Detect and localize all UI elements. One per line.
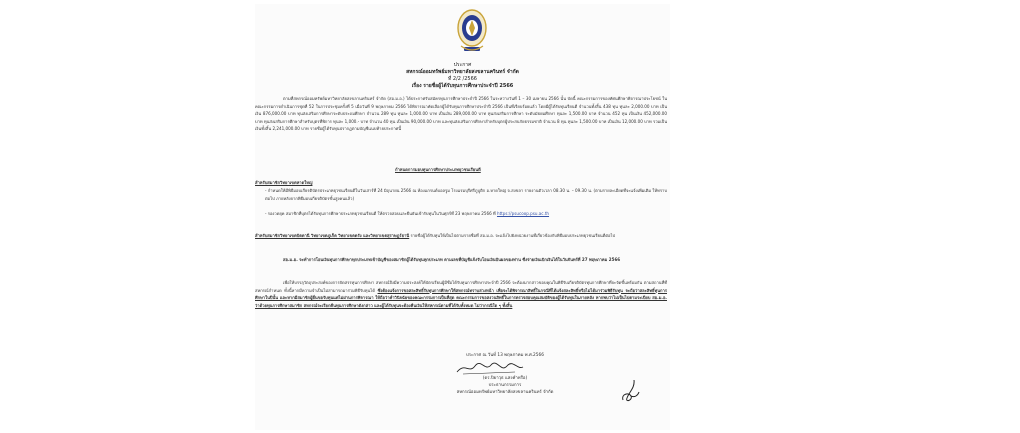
organization-name: สหกรณ์ออมทรัพย์มหาวิทยาลัยสงขลานครินทร์ จำกัด xyxy=(406,69,519,75)
body-paragraph-3-text: เพื่อให้บรรลุวัตถุประสงค์ของการจัดสรรทุนการศึกษา สหกรณ์จึงมีความประสงค์ให้บัตรเรียนผู้มีชื่อได้รับทุนการศึกษาประจำปี 2566 จะต้องมากล่าวขอบคุณในพิธีรับเกียรติบัตรทุนการศึกษาที่จะจัดขึ้นพร้อมกัน ตามสถานที่ที่สหกรณ์กำหนด ทั้งนี้หากมีความจำเป็นไม่สามารถมาร่วมพิธีรับทุนได้ xyxy=(255,280,667,293)
signer-name: (ดร.ปิยาวุธ แสงคำหรือ) xyxy=(482,376,528,381)
initials-mark-icon xyxy=(619,376,641,406)
body-paragraph-1: ตามที่สหกรณ์ออมทรัพย์มหาวิทยาลัยสงขลานครินทร์ จำกัด (สอ.ม.อ.) ได้ประกาศรับสมัครทุนการศึกษาประจำปี 2566 ในระหว่างวันที่ 1 – 30 เมษายน 2566 นั้น บัดนี้ คณะกรรมการของทัศนศึกษาพิจารณาประโยชน์ ในคณะกรรมการดำเนินการชุดที่ 52 ในการประชุมครั้งที่ 5 เมื่อวันที่ 9 พฤษภาคม 2566 ได้พิจารณาคัดเลือกผู้ได้รับทุนการศึกษาประจำปี 2566 เป็นที่เรียบร้อยแล้ว โดยมีผู้ได้รับทุนเรียนดี จำนวนทั้งสิ้น 438 ทุน ทุนละ 2,000.00 บาท เป็นเงิน 876,000.00 บาท ทุนส่งเสริมการศึกษาระดับประถมศึกษา จำนวน 289 ทุน ทุนละ 1,000.00 บาท เป็นเงิน 289,000.00 บาท ทุนส่งเสริมการศึกษา ระดับมัธยมศึกษา ทุนละ 1,500.00 บาท จำนวน 452 ทุน เป็นเงิน 452,000.00 บาท ทุนส่งเสริมการศึกษาสำหรับบุตรที่พิการ ทุนละ 1,000.- บาท จำนวน 40 ทุน เป็นเงิน 90,000.00 บาท และทุนส่งเสริมการศึกษาสำหรับบุตรผู้ประสบภัยธรรมชาติ จำนวน 8 ทุน ทุนละ 1,500.00 บาท เป็นเงิน 12,000.00 บาท รวมเป็นเงินทั้งสิ้น 2,241,000.00 บาท รายชื่อผู้ได้รับทุนปรากฏตามบัญชีแนบท้ายประกาศนี้ xyxy=(255,96,667,132)
body-paragraph-3 xyxy=(255,279,667,309)
signer-organization: สหกรณ์ออมทรัพย์มหาวิทยาลัยสงขลานครินทร์ จำกัด xyxy=(456,390,554,395)
announcement-page xyxy=(255,4,670,430)
announcement-number: ที่ 2/2 /2566 xyxy=(448,76,477,82)
bullet-verify-text: - รองวดยุค สมาชิกที่บุตรได้รับทุนการศึกษาประเภทยุวชนเรียนดี ให้ตรวจสอบและยืนยันเข้ารับทุนในวันศุกร์ที่ 23 พฤษภาคม 2566 ที่ xyxy=(265,211,496,216)
announcement-subject: เรื่อง รายชื่อผู้ได้รับทุนการศึกษาประจำปี 2566 xyxy=(411,83,514,89)
signature-icon xyxy=(455,360,525,376)
cooperative-seal-icon xyxy=(455,6,489,56)
bullet-verify xyxy=(265,210,669,218)
signer-role: ประธานกรรมการ xyxy=(488,383,522,388)
other-campus-text: รายชื่อผู้ได้รับทุนให้เป็นไปตามรายชื่อที่ สอ.ม.อ. จะแจ้งไปยังหน่วยงานที่เกี่ยวข้องกับพิธีมอบประเภทยุวชนเรียนดีต่อไป xyxy=(409,233,616,238)
announce-date: ประกาศ ณ วันที่ 13 พฤษภาคม พ.ศ.2566 xyxy=(466,353,544,358)
transfer-paragraph: สอ.ม.อ. จะทำการโอนเงินทุนการศึกษาทุกประเภทเข้าบัญชีของสมาชิกผู้ได้รับทุนทุกประเภท ตามเลขที่บัญชีแจ้งรับโอนเงินปันผลของท่าน ซึ่งจ่ายเงินเบิกเงินได้ในวันจันทร์ที่ 27 พฤษภาคม 2566 xyxy=(283,257,621,262)
section-title: กำหนดการมอบทุนการศึกษาประเภทยุวชนเรียนดี xyxy=(395,167,481,172)
body-paragraph-3-bold: ซึ่งต้องแจ้งการขอสละสิทธิ์รับทุนการศึกษาให้สหกรณ์ทราบล่วงหน้า เพื่อจะได้พิจารณาสิทธิ์ในกรณีที่ได้แจ้งสละสิทธิ์หรือไม่ได้มาร่วมพิธีรับทุน จะถือว่าสละสิทธิ์ทุนการศึกษาในปีนั้น และหากมีสมาชิกผู้ยื่นขอรับทุนแต่ไม่ผ่านการพิจารณา ให้ถือว่าคำวินิจฉัยของคณะกรรมการเป็นที่สุด คณะกรรมการขอสงวนสิทธิ์ในการตรวจสอบคุณสมบัติของผู้ได้รับทุนในภายหลัง หากพบว่าไม่เป็นไปตามระเบียบ สอ.ม.อ. ว่าด้วยทุนการศึกษาสมาชิก สหกรณ์จะเรียกคืนทุนการศึกษาดังกล่าว และผู้ได้รับทุนจะต้องคืนเงินให้สหกรณ์ตามที่ได้รับทั้งหมด ไม่ว่ากรณีใด ๆ ทั้งสิ้น xyxy=(255,287,667,308)
coop-website-link[interactable]: https://psucoop.psu.ac.th xyxy=(496,211,550,216)
announcement-label: ประกาศ xyxy=(453,62,472,68)
bullet-ceremony: - กำหนดให้มีพิธีมอบเกียรติบัตรประเภทยุวชนเรียนดีในวันเสาร์ที่ 24 มิถุนายน 2566 ณ ห้องแกรนด์บอลรูม โรงแรมบุรีศรีภูบูติก อ.หาดใหญ่ จ.สงขลา รายงานตัวเวลา 08.30 น. – 09.30 น. (ตามรายละเอียดที่จะแจ้งเพิ่มเติม ให้ทราบต่อไป ภายหลังจากพิธีมอบเกียรติบัตรชั้นสูงคนแล้ว) xyxy=(265,188,667,201)
subheading-hatyai: สำหรับสมาชิกวิทยาเขตหาดใหญ่ xyxy=(255,180,313,185)
other-campus-paragraph xyxy=(255,232,667,240)
subheading-other-campuses: สำหรับสมาชิกวิทยาเขตปัตตานี วิทยาเขตภูเก็ต วิทยาเขตตรัง และวิทยาเขตสุราษฎร์ธานี xyxy=(255,233,410,238)
